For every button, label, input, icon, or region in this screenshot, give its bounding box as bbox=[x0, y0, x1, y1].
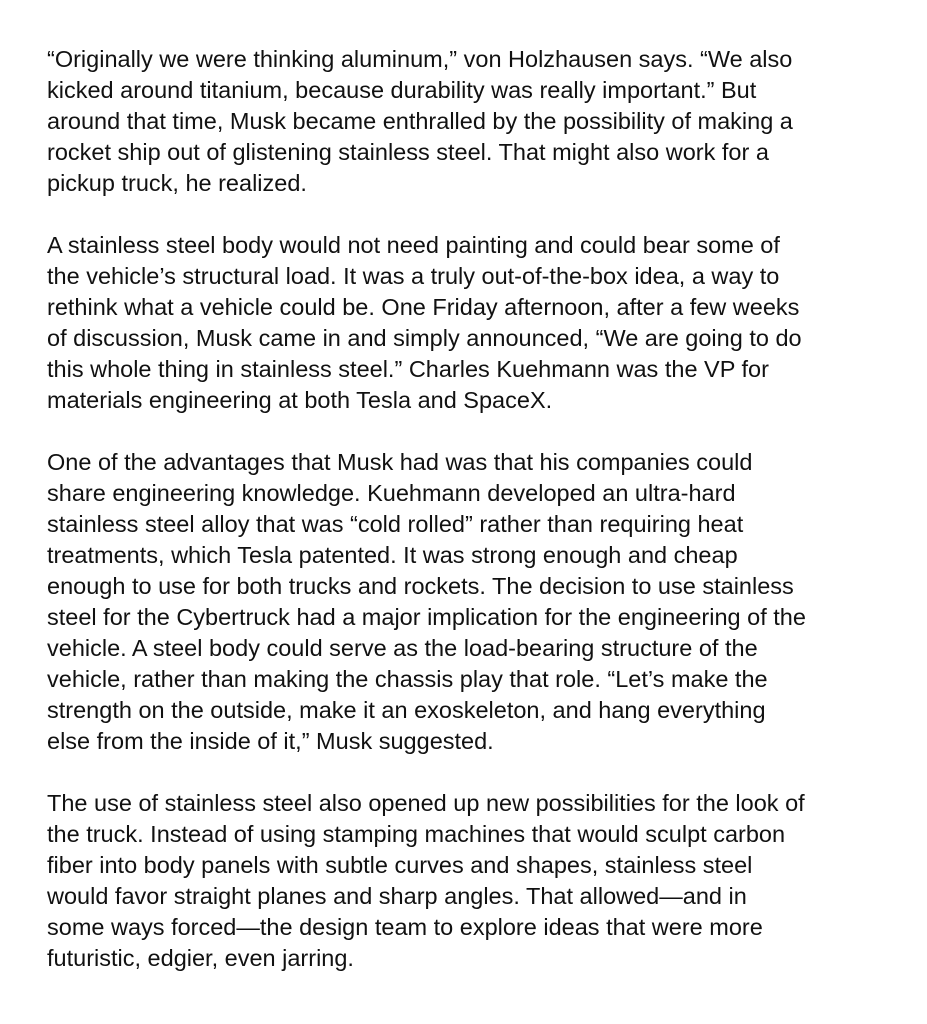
text-line: A stainless steel body would not need painting and could bear some of bbox=[47, 232, 780, 258]
text-line: else from the inside of it,” Musk suggested. bbox=[47, 728, 494, 754]
text-line: treatments, which Tesla patented. It was strong enough and cheap bbox=[47, 542, 738, 568]
text-line: around that time, Musk became enthralled by the possibility of making a bbox=[47, 108, 793, 134]
paragraph-aluminum-titanium bbox=[47, 44, 907, 199]
text-line: of discussion, Musk came in and simply announced, “We are going to do bbox=[47, 325, 802, 351]
text-line: fiber into body panels with subtle curves and shapes, stainless steel bbox=[47, 852, 753, 878]
text-line: rocket ship out of glistening stainless steel. That might also work for a bbox=[47, 139, 769, 165]
text-line: would favor straight planes and sharp angles. That allowed—and in bbox=[47, 883, 747, 909]
text-line: kicked around titanium, because durability was really important.” But bbox=[47, 77, 757, 103]
text-line: some ways forced—the design team to explore ideas that were more bbox=[47, 914, 763, 940]
paragraph-stainless-body bbox=[47, 230, 907, 416]
text-line: enough to use for both trucks and rockets. The decision to use stainless bbox=[47, 573, 794, 599]
paragraph-shared-engineering bbox=[47, 447, 907, 757]
text-line: One of the advantages that Musk had was that his companies could bbox=[47, 449, 753, 475]
text-line: this whole thing in stainless steel.” Charles Kuehmann was the VP for bbox=[47, 356, 769, 382]
text-line: the truck. Instead of using stamping machines that would sculpt carbon bbox=[47, 821, 786, 847]
text-line: strength on the outside, make it an exoskeleton, and hang everything bbox=[47, 697, 766, 723]
text-line: pickup truck, he realized. bbox=[47, 170, 307, 196]
text-line: share engineering knowledge. Kuehmann developed an ultra-hard bbox=[47, 480, 736, 506]
text-line: “Originally we were thinking aluminum,” von Holzhausen says. “We also bbox=[47, 46, 793, 72]
document-page bbox=[47, 44, 907, 1005]
text-line: vehicle. A steel body could serve as the load-bearing structure of the bbox=[47, 635, 758, 661]
text-line: steel for the Cybertruck had a major implication for the engineering of the bbox=[47, 604, 806, 630]
paragraph-design-possibilities bbox=[47, 788, 907, 974]
text-line: materials engineering at both Tesla and SpaceX. bbox=[47, 387, 553, 413]
text-line: The use of stainless steel also opened up new possibilities for the look of bbox=[47, 790, 805, 816]
text-line: futuristic, edgier, even jarring. bbox=[47, 945, 354, 971]
text-line: the vehicle’s structural load. It was a truly out-of-the-box idea, a way to bbox=[47, 263, 780, 289]
text-line: vehicle, rather than making the chassis play that role. “Let’s make the bbox=[47, 666, 768, 692]
text-line: stainless steel alloy that was “cold rolled” rather than requiring heat bbox=[47, 511, 744, 537]
text-line: rethink what a vehicle could be. One Friday afternoon, after a few weeks bbox=[47, 294, 800, 320]
